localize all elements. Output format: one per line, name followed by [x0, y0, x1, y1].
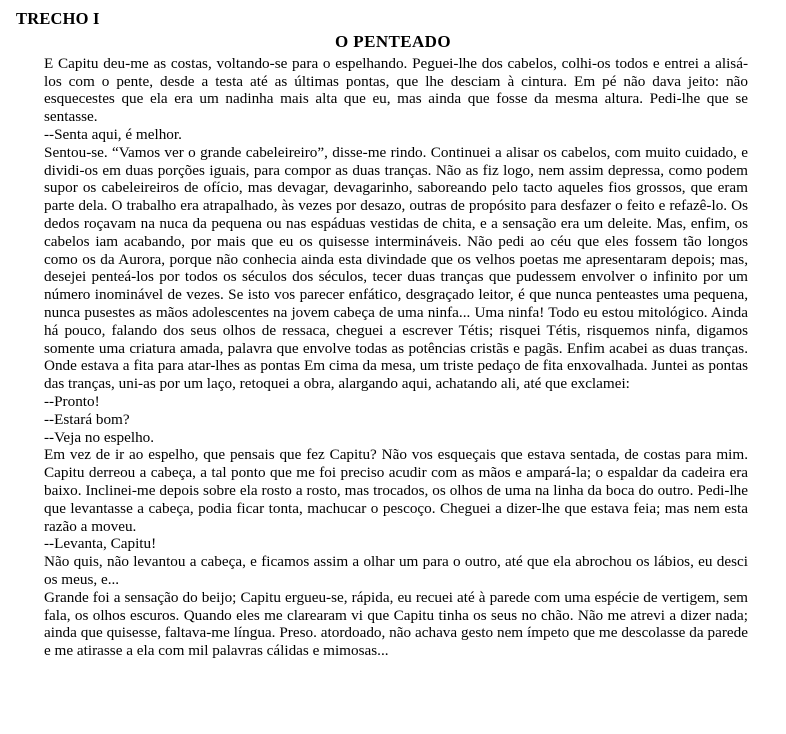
dialogue-line: --Estará bom?: [44, 410, 130, 428]
dialogue-line: --Senta aqui, é melhor.: [44, 126, 182, 144]
dialogue-line: --Veja no espelho.: [44, 428, 155, 446]
body-paragraph: Não quis, não levantou a cabeça, e ficamos assim a olhar um para o outro, até que ela abrochou os lábios, eu desci os meus, e...: [44, 553, 748, 588]
body-paragraph: Grande foi a sensação do beijo; Capitu ergueu-se, rápida, eu recuei até à parede com uma espécie de vertigem, sem fala, os olhos escuros. Quando eles me clarearam vi que Capitu tinha os seus no chão. Não me atrevi a dizer nada; ainda que quisesse, faltava-me língua. Preso. atordoado, não achava gesto nem ímpeto que me descolasse da parede e me atirasse a ela com mil palavras cálidas e mimosas...: [44, 588, 748, 660]
dialogue-line: --Pronto!: [44, 392, 100, 410]
body-paragraph: Sentou-se. “Vamos ver o grande cabeleireiro”, disse-me rindo. Continuei a alisar os cabelos, com muito cuidado, e dividi-os em duas porções iguais, para compor as duas tranças. Não as fiz logo, nem assim depressa, como podem supor os cabeleireiros de ofício, mas devagar, devagarinho, saboreando pelo tacto aqueles fios grossos, que eram parte dela. O trabalho era atrapalhado, às vezes por desazo, outras de propósito para desfazer o feito e refazê-lo. Os dedos roçavam na nuca da pequena ou nas espáduas vestidas de chita, e a sensação era um deleite. Mas, enfim, os cabelos iam acabando, por mais que eu os quisesse intermináveis. Não pedi ao céu que eles fossem tão longos como os da Aurora, porque não conhecia ainda esta divindade que os velhos poetas me apresentaram depois; mas, desejei penteá-los por todos os séculos dos séculos, tecer duas tranças que pudessem envolver o infinito por um número inominável de vezes. Se isto vos parecer enfático, desgraçado leitor, é que nunca penteastes uma pequena, nunca pusestes as mãos adolescentes na jovem cabeça de uma ninfa... Uma ninfa! Todo eu estou mitológico. Ainda há pouco, falando dos seus olhos de ressaca, cheguei a escrever Tétis; risquei Tétis, risquemos ninfa, digamos somente uma criatura amada, palavra que envolve todas as potências cristãs e pagãs. Enfim acabei as duas tranças. Onde estava a fita para atar-lhes as pontas Em cima da mesa, um triste pedaço de fita enxovalhada. Juntei as pontas das tranças, uni-as por um laço, retoquei a obra, alargando aqui, achatando ali, até que exclamei:: [44, 143, 748, 393]
document-body: [44, 55, 748, 660]
dialogue-line: --Levanta, Capitu!: [44, 535, 157, 553]
section-header: TRECHO I: [16, 9, 100, 28]
body-paragraph: Em vez de ir ao espelho, que pensais que fez Capitu? Não vos esqueçais que estava sentada, de costas para mim. Capitu derreou a cabeça, a tal ponto que me foi preciso acudir com as mãos e ampará-la; o espaldar da cadeira era baixo. Inclinei-me depois sobre ela rosto a rosto, mas trocados, os olhos de uma na linha da boca do outro. Pedi-lhe que levantasse a cabeça, podia ficar tonta, machucar o pescoço. Cheguei a dizer-lhe que estava feia; mas nem esta razão a moveu.: [44, 446, 748, 535]
page-title: O PENTEADO: [335, 32, 451, 52]
body-paragraph: E Capitu deu-me as costas, voltando-se para o espelhando. Peguei-lhe dos cabelos, colhi-os todos e entrei a alisá-los com o pente, desde a testa até as últimas pontas, que lhe desciam à cintura. Em pé não dava jeito: não esquecestes que ela era um nadinha mais alta que eu, mas ainda que fosse da mesma altura. Pedi-lhe que se sentasse.: [44, 54, 748, 126]
